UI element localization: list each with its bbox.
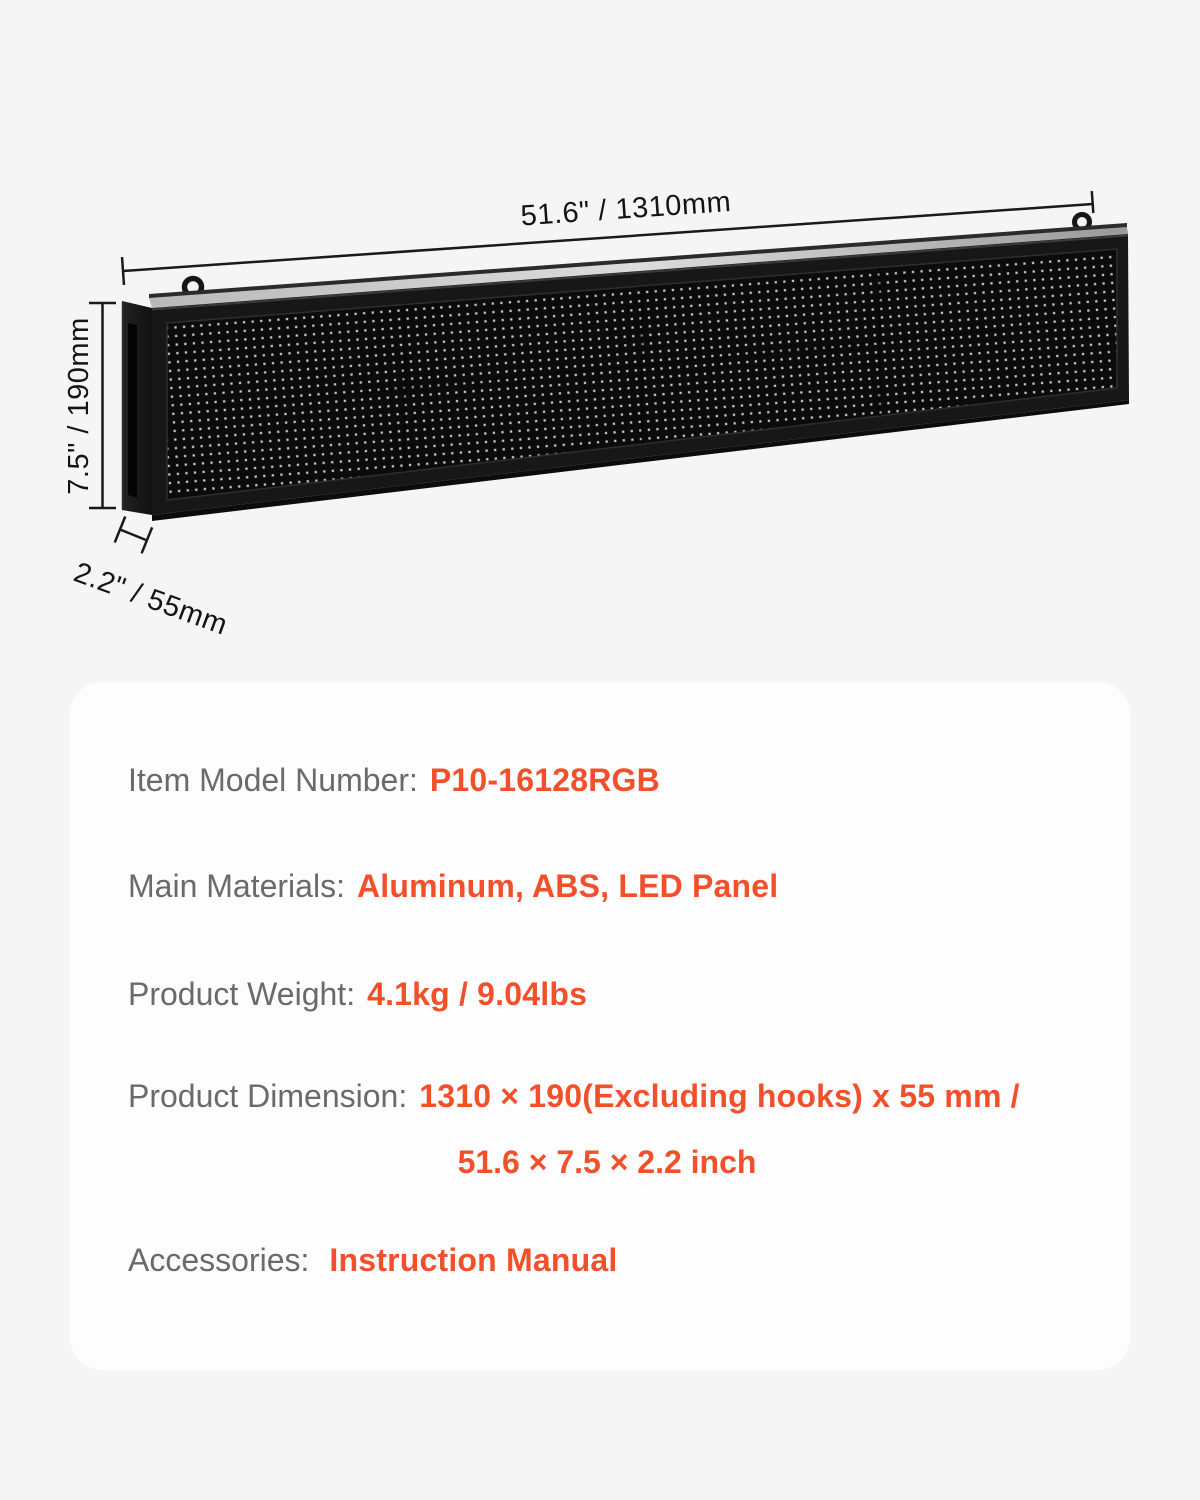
product-diagram (0, 0, 1200, 680)
dimension-label: Product Dimension: (128, 1078, 408, 1114)
dimension-value-inch: 51.6 × 7.5 × 2.2 inch (457, 1144, 757, 1180)
spec-row-materials (128, 866, 1086, 906)
model-number-label: Item Model Number: (128, 762, 418, 798)
materials-value: Aluminum, ABS, LED Panel (356, 868, 779, 904)
led-panel-image (122, 223, 1129, 521)
dimension-depth (70, 517, 232, 642)
spec-row-dimension (128, 1076, 1086, 1182)
dimension-value-mm: 1310 × 190(Excluding hooks) x 55 mm / (419, 1078, 1020, 1114)
accessories-label: Accessories: (128, 1242, 310, 1278)
dimension-line1 (128, 1076, 1086, 1116)
dimension-height-label: 7.5" / 190mm (63, 317, 95, 495)
spec-card (70, 682, 1130, 1370)
model-number-value: P10-16128RGB (429, 762, 660, 798)
dimension-height (63, 303, 116, 508)
spec-row-model-number (128, 760, 1086, 800)
accessories-value: Instruction Manual (329, 1242, 618, 1278)
dimension-depth-label: 2.2" / 55mm (69, 556, 232, 642)
spec-row-accessories (128, 1240, 1086, 1280)
weight-label: Product Weight: (128, 976, 356, 1012)
materials-label: Main Materials: (128, 868, 345, 904)
weight-value: 4.1kg / 9.04lbs (367, 976, 588, 1012)
spec-row-weight (128, 974, 1086, 1014)
dimension-width-label: 51.6" / 1310mm (519, 185, 733, 233)
